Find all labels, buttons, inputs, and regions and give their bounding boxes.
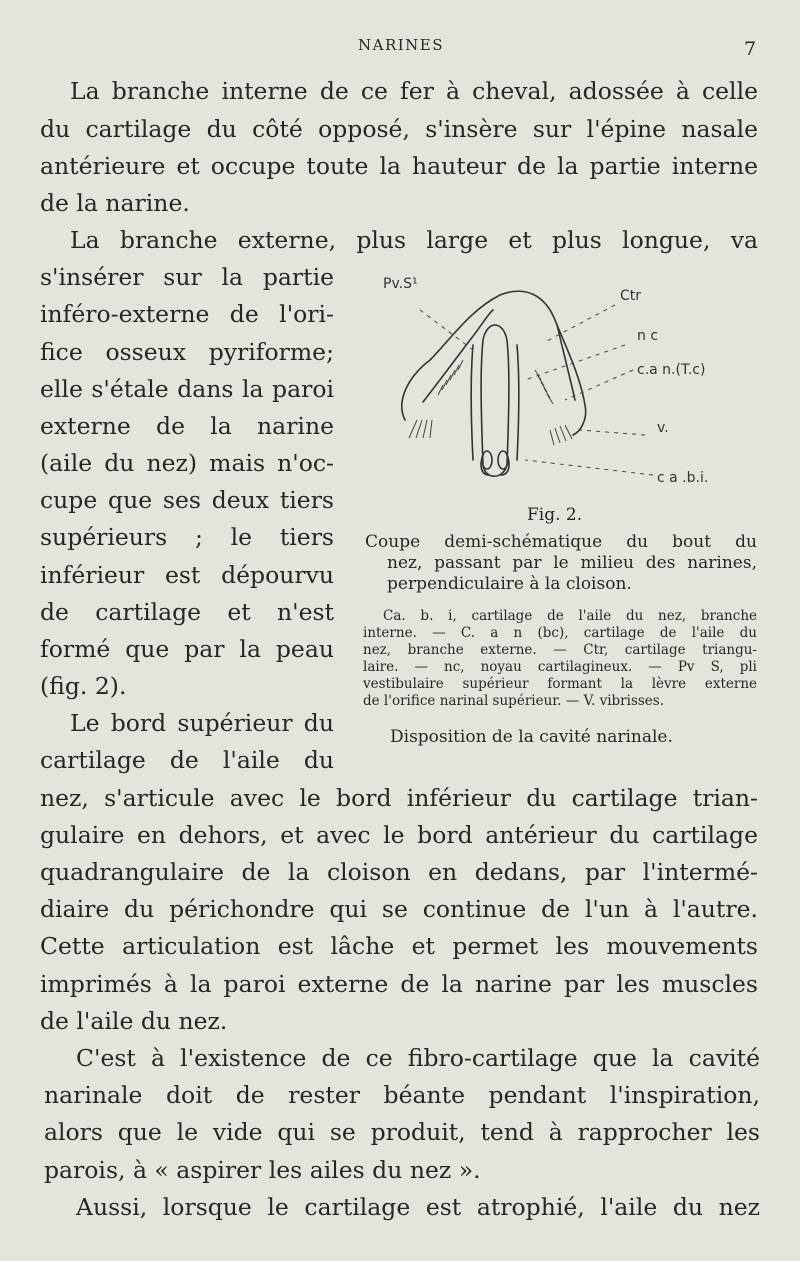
figure-nose-section <box>375 270 760 510</box>
text-line: imprimés à la paroi externe de la narine par les muscles <box>40 970 758 998</box>
text-line: formé que par la peau <box>40 635 334 663</box>
text-line: parois, à « aspirer les ailes du nez ». <box>44 1156 481 1184</box>
figure-caption <box>365 532 757 595</box>
text-line: externe de la narine <box>40 412 334 440</box>
text-line: Aussi, lorsque le cartilage est atrophié, l'aile du nez <box>76 1193 760 1221</box>
text-line: de cartilage et n'est <box>40 598 334 626</box>
text-line: C'est à l'existence de ce fibro-cartilage que la cavité <box>76 1044 760 1072</box>
running-header <box>0 36 800 60</box>
text-line: s'insérer sur la partie <box>40 263 334 291</box>
caption-line: perpendiculaire à la cloison. <box>387 574 632 594</box>
text-line: nez, s'articule avec le bord inférieur du cartilage trian- <box>40 784 758 812</box>
text-line: de l'aile du nez. <box>40 1007 228 1035</box>
text-line: diaire du périchondre qui se continue de l'un à l'autre. <box>40 895 758 923</box>
caption-line: nez, passant par le milieu des narines, <box>387 553 757 573</box>
text-line: Le bord supérieur du <box>70 709 334 737</box>
text-line: (fig. 2). <box>40 672 127 700</box>
figure-subtitle: Disposition de la cavité narinale. <box>390 727 673 747</box>
text-line: inféro-externe de l'ori- <box>40 300 334 328</box>
text-line: fice osseux pyriforme; <box>40 338 334 366</box>
label-nc: n c <box>637 328 659 344</box>
text-line: de la narine. <box>40 189 190 217</box>
label-v: v. <box>657 420 669 436</box>
legend-line: Ca. b. i, cartilage de l'aile du nez, branche <box>383 608 757 624</box>
legend-line: vestibulaire supérieur formant la lèvre externe <box>363 676 757 692</box>
figure-legend <box>363 608 757 710</box>
text-line: gulaire en dehors, et avec le bord antérieur du cartilage <box>40 821 758 849</box>
label-ctr: Ctr <box>620 288 642 304</box>
legend-line: laire. — nc, noyau cartilagineux. — Pv S, pli <box>363 659 757 675</box>
text-line: supérieurs ; le tiers <box>40 523 334 551</box>
text-line: alors que le vide qui se produit, tend à rapprocher les <box>44 1118 760 1146</box>
label-pv-s: Pv.S¹ <box>383 276 418 292</box>
text-line: quadrangulaire de la cloison en dedans, par l'intermé- <box>40 858 758 886</box>
text-line: La branche interne de ce fer à cheval, adossée à celle <box>70 77 758 105</box>
text-line: (aile du nez) mais n'oc- <box>40 449 334 477</box>
page-number: 7 <box>744 38 757 60</box>
caption-line: Coupe demi-schématique du bout du <box>365 532 757 552</box>
label-cabi: c a .b.i. <box>657 470 709 486</box>
text-line: Cette articulation est lâche et permet les mouvements <box>40 932 758 960</box>
legend-line: interne. — C. a n (bc), cartilage de l'aile du <box>363 625 757 641</box>
running-title: NARINES <box>358 36 445 54</box>
text-line: cartilage de l'aile du <box>40 746 334 774</box>
text-line: narinale doit de rester béante pendant l'inspiration, <box>44 1081 760 1109</box>
text-line: elle s'étale dans la paroi <box>40 375 334 403</box>
text-line: La branche externe, plus large et plus longue, va <box>70 226 758 254</box>
text-line: du cartilage du côté opposé, s'insère sur l'épine nasale <box>40 115 758 143</box>
figure-number: Fig. 2. <box>527 505 583 525</box>
legend-line: nez, branche externe. — Ctr, cartilage triangu- <box>363 642 757 658</box>
text-line: inférieur est dépourvu <box>40 561 334 589</box>
text-line: antérieure et occupe toute la hauteur de la partie interne <box>40 152 758 180</box>
label-can: c.a n.(T.c) <box>637 362 706 378</box>
legend-line: de l'orifice narinal supérieur. — V. vibrisses. <box>363 693 665 709</box>
text-line: cupe que ses deux tiers <box>40 486 334 514</box>
